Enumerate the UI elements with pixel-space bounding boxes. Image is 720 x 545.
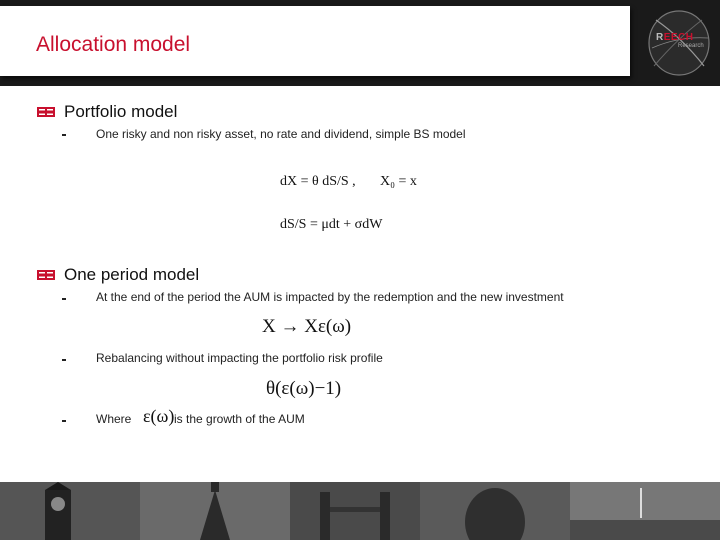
bullet-text: is the growth of the AUM: [174, 412, 305, 426]
bullet-marker: [62, 298, 66, 300]
formula-x0: X₀ = x: [380, 174, 417, 189]
logo-text: REECH: [656, 32, 694, 43]
landmarks-illustration: [0, 482, 720, 540]
bullet-text: At the end of the period the AUM is impacted by the redemption and the new investment: [96, 290, 564, 304]
formula-aum-impact: X → Xε(ω): [262, 316, 352, 337]
formula-ds: dS/S = μdt + σdW: [280, 217, 383, 232]
formula-epsilon: ε(ω): [143, 406, 175, 426]
formula-rebalance: θ(ε(ω)−1): [266, 378, 342, 399]
section-title: Portfolio model: [64, 102, 178, 121]
section-bullet-icon: [37, 270, 55, 280]
footer-photo-strip: [0, 482, 720, 540]
logo-subtext: Research: [678, 43, 704, 49]
formula-dx: dX = θ dS/S ,: [280, 174, 356, 189]
slide-title: Allocation model: [36, 33, 191, 56]
bullet-marker: [62, 359, 66, 361]
bullet-marker: [62, 420, 66, 422]
bullet-marker: [62, 134, 66, 136]
bullet-text: One risky and non risky asset, no rate and dividend, simple BS model: [96, 127, 466, 141]
section-bullet-icon: [37, 107, 55, 117]
bullet-text: Where: [96, 412, 132, 426]
section-title: One period model: [64, 265, 200, 284]
bullet-text: Rebalancing without impacting the portfolio risk profile: [96, 351, 383, 365]
